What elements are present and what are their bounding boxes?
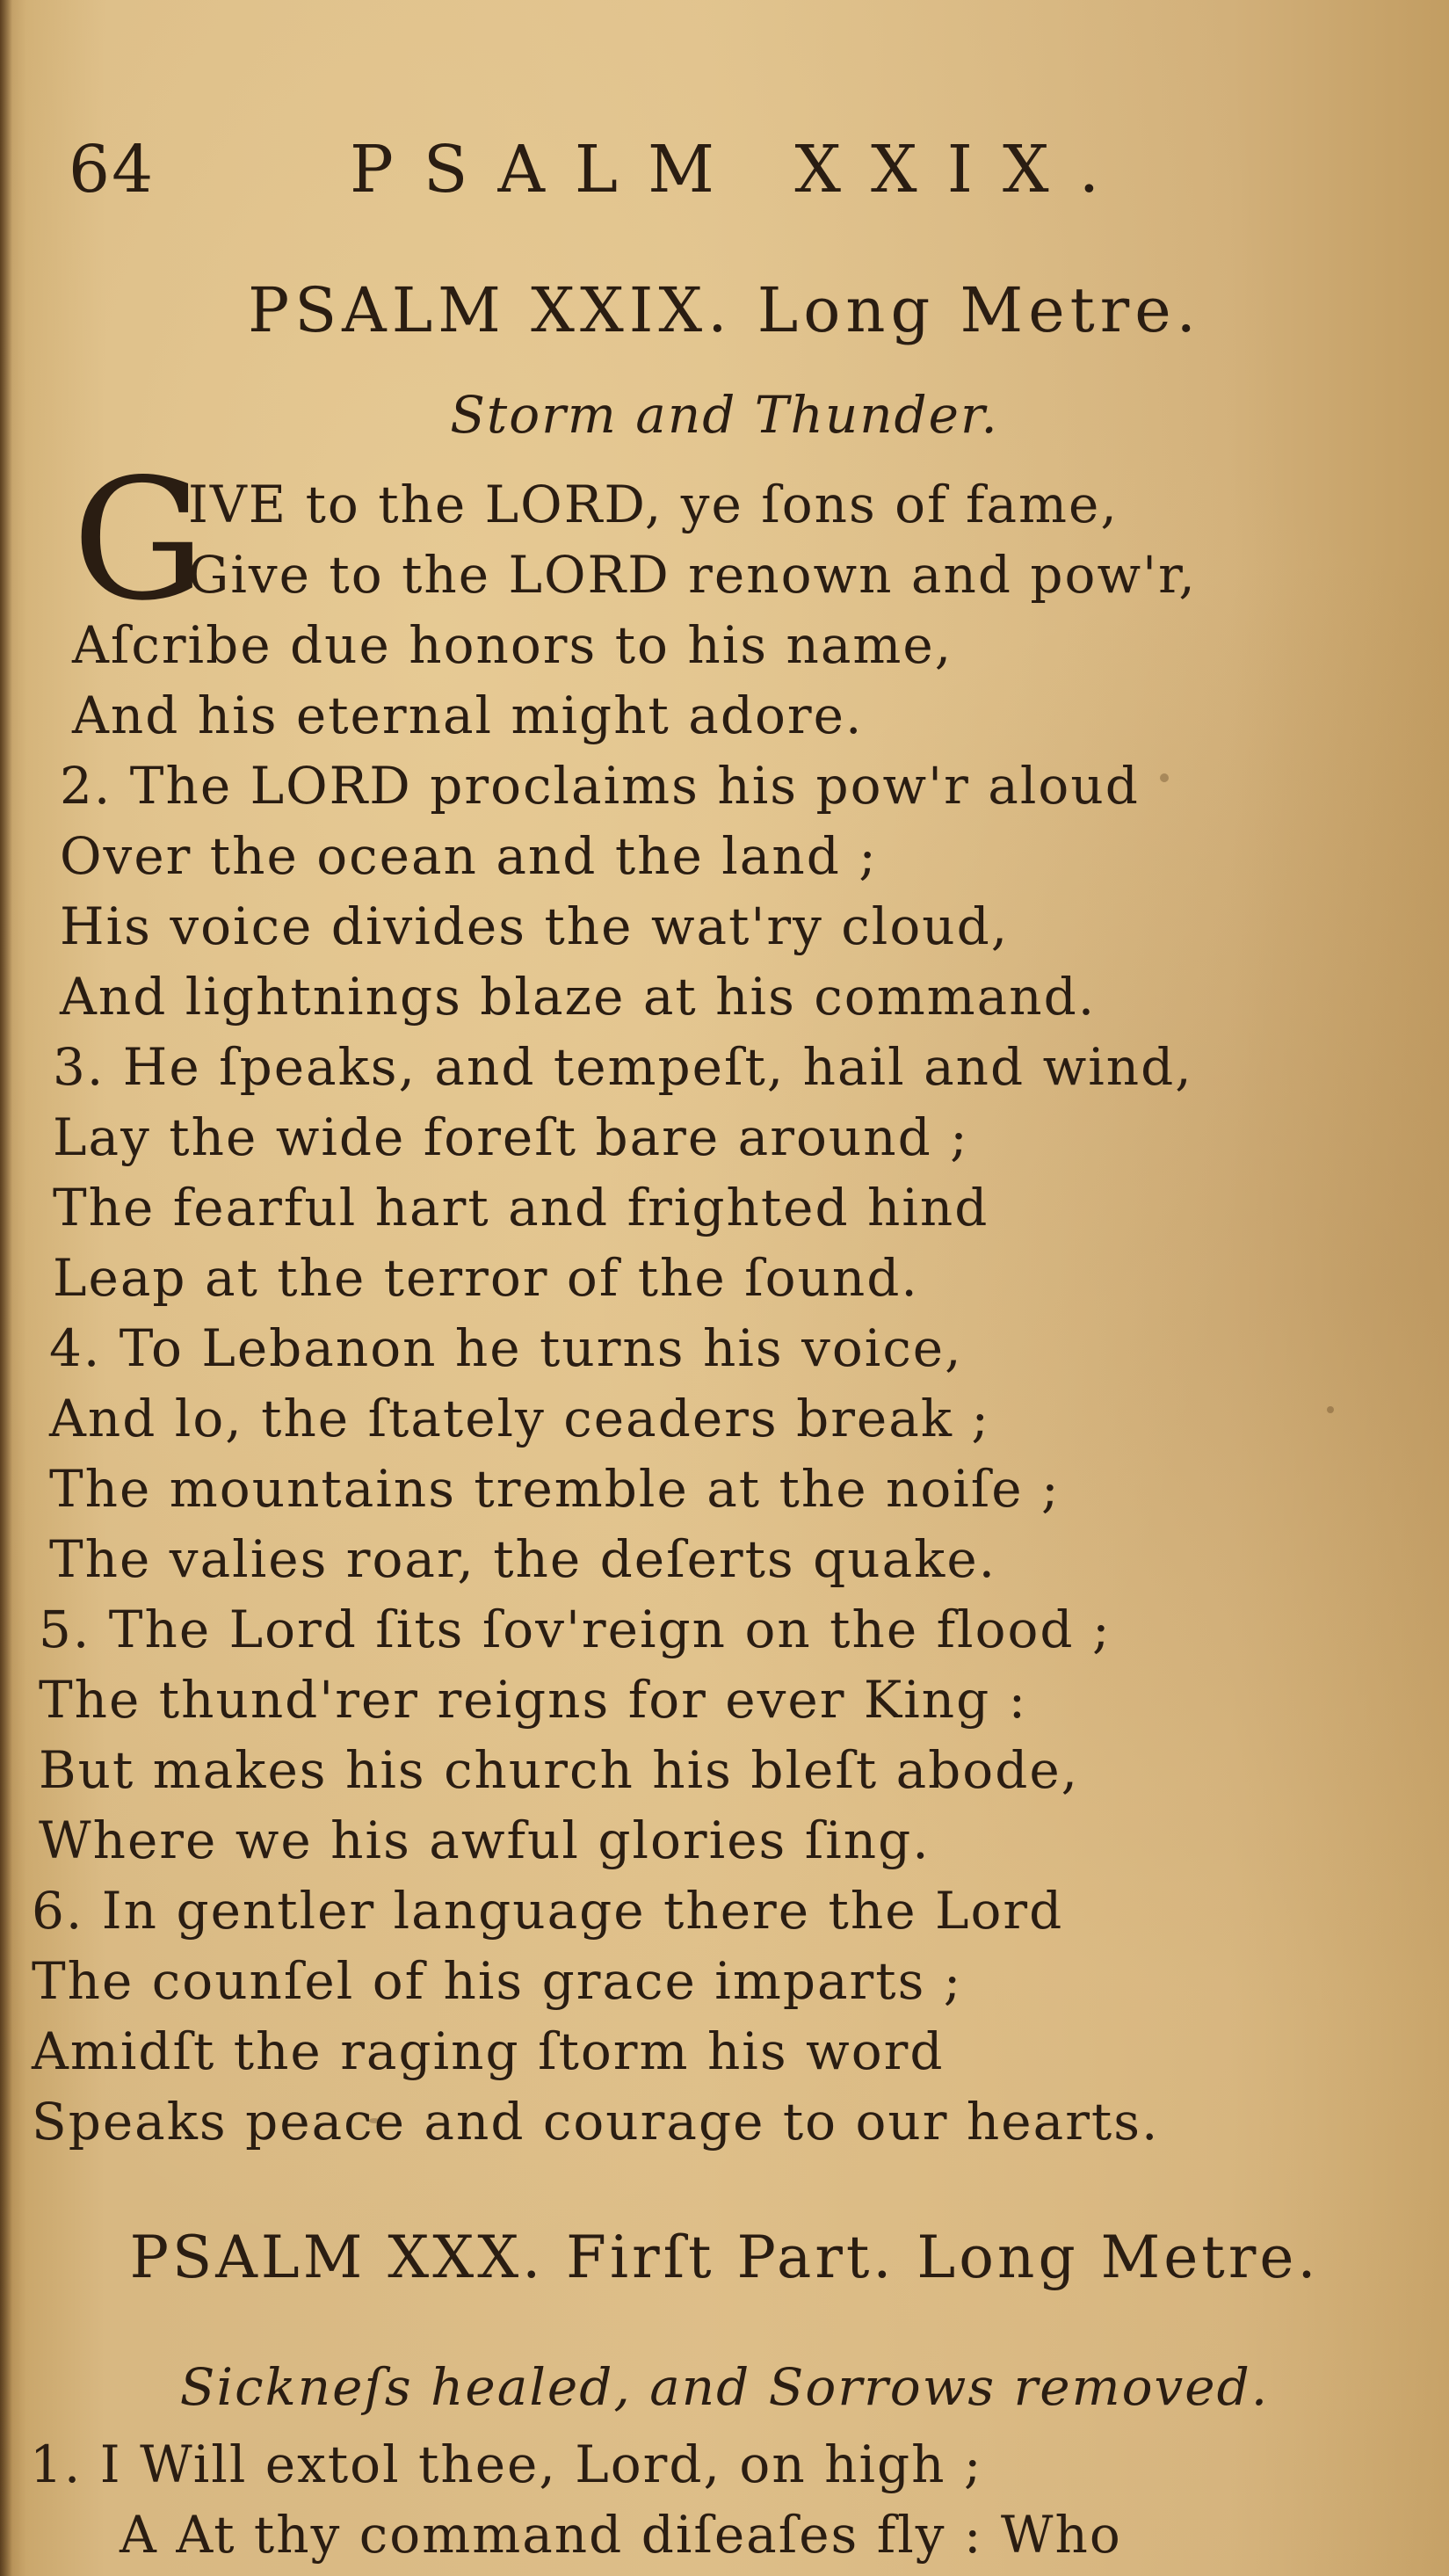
verse-line: 5. The Lord ſits ſov'reign on the flood ; xyxy=(39,1600,1112,1659)
verse-line: The counſel of his grace imparts ; xyxy=(32,1951,963,2011)
page-number: 64 xyxy=(69,132,156,207)
psalm-29-subtitle: Storm and Thunder. xyxy=(450,385,999,445)
running-title: PSALM XXIX. xyxy=(350,132,1130,207)
verse-line: Aſcribe due honors to his name, xyxy=(72,615,953,675)
verse-line: Speaks peace and courage to our hearts. xyxy=(32,2092,1160,2152)
verse-line: A At thy command diſeaſes fly : Who xyxy=(120,2505,1122,2565)
verse-line: 6. In gentler language there the Lord xyxy=(32,1881,1064,1941)
verse-line: Over the ocean and the land ; xyxy=(60,826,878,886)
verse-line: But makes his church his bleſt abode, xyxy=(39,1740,1080,1800)
psalm-30-heading: PSALM XXX. Firſt Part. Long Metre. xyxy=(129,2224,1320,2291)
verse-line: The fearful hart and frighted hind xyxy=(53,1178,989,1237)
psalm-30-subtitle: Sickneſs healed, and Sorrows removed. xyxy=(179,2357,1270,2417)
verse-line: The valies roar, the deſerts quake. xyxy=(49,1529,997,1589)
psalm-29-heading: PSALM XXIX. Long Metre. xyxy=(248,274,1201,346)
drop-cap: G xyxy=(72,443,206,637)
verse-line: And his eternal might adore. xyxy=(72,686,864,745)
verse-line: 3. He ſpeaks, and tempeſt, hail and wind, xyxy=(53,1037,1193,1097)
paper-speck xyxy=(1327,1406,1334,1413)
verse-line: And lo, the ſtately ceaders break ; xyxy=(49,1389,990,1448)
paper-speck xyxy=(1160,773,1169,782)
verse-line: Give to the LORD renown and pow'r, xyxy=(188,545,1197,605)
verse-line: Amidſt the raging ſtorm his word xyxy=(32,2021,945,2081)
verse-line: Lay the wide foreſt bare around ; xyxy=(53,1107,969,1167)
verse-line: IVE to the LORD, ye ſons of fame, xyxy=(188,475,1119,534)
verse-line: Leap at the terror of the ſound. xyxy=(53,1248,919,1308)
verse-line: 4. To Lebanon he turns his voice, xyxy=(49,1318,963,1378)
verse-line: 1. I Will extol thee, Lord, on high ; xyxy=(30,2435,983,2494)
verse-line: Where we his awful glories ſing. xyxy=(39,1810,931,1870)
verse-line: His voice divides the wat'ry cloud, xyxy=(60,896,1010,956)
verse-line: The mountains tremble at the noiſe ; xyxy=(49,1459,1061,1519)
verse-line: And lightnings blaze at his command. xyxy=(60,967,1097,1027)
verse-line: 2. The LORD proclaims his pow'r aloud xyxy=(60,756,1140,816)
verse-line: The thund'rer reigns for ever King : xyxy=(39,1670,1028,1730)
